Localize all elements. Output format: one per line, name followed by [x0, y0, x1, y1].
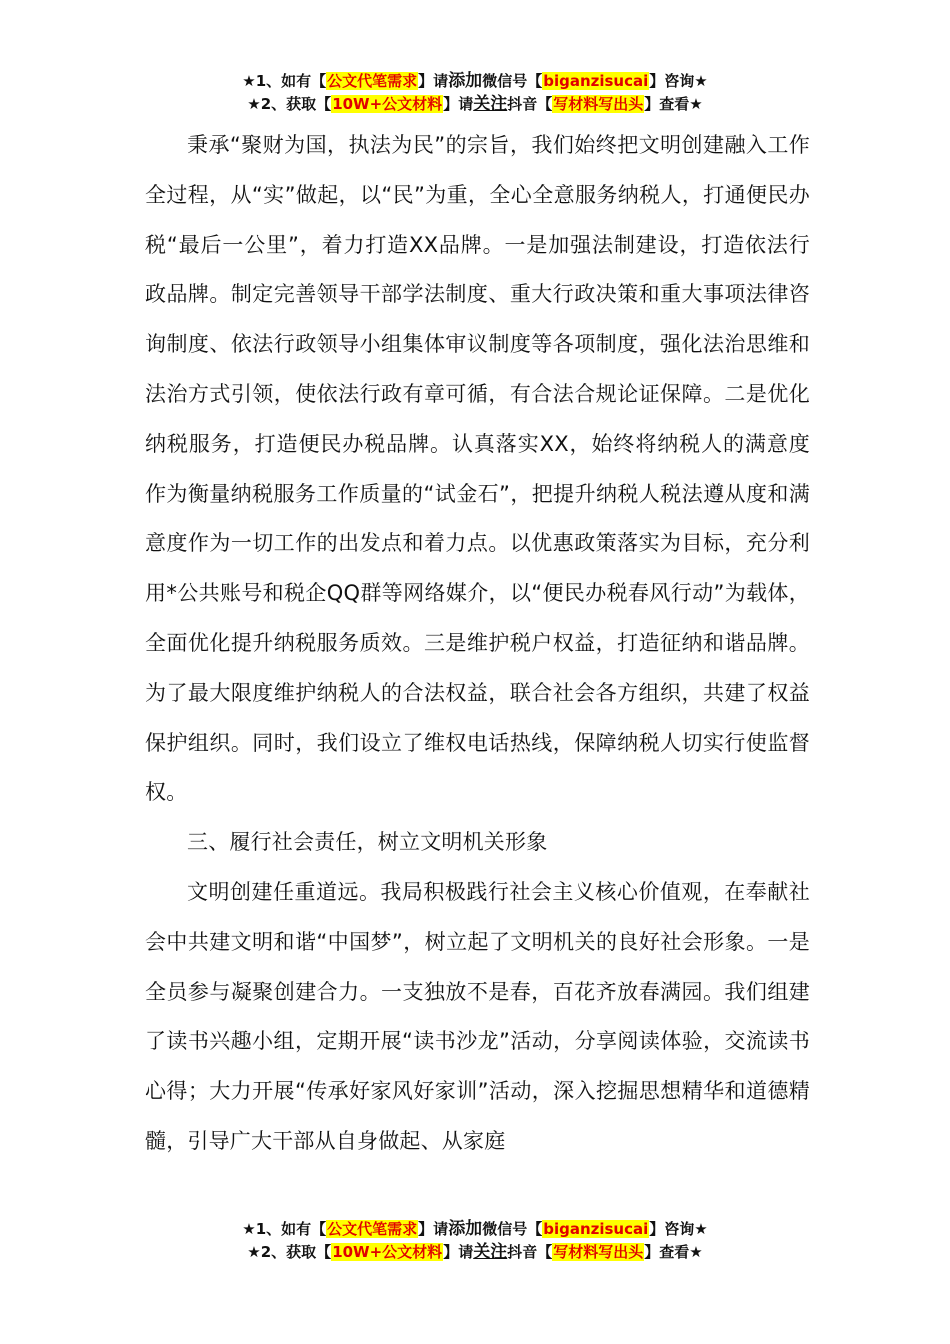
document-body	[145, 121, 810, 1167]
promo-line-1	[0, 1218, 950, 1241]
body-paragraph: 文明创建任重道远。我局积极践行社会主义核心价值观，在奉献社会中共建文明和谐“中国梦”，树立起了文明机关的良好社会形象。一是全员参与凝聚创建合力。一支独放不是春，百花齐放春满园。我们组建了读书兴趣小组，定期开展“读书沙龙”活动，分享阅读体验，交流读书心得；大力开展“传承好家风好家训”活动，深入挖掘思想精华和道德精髓，引导广大干部从自身做起、从家庭	[145, 879, 810, 1153]
promo-emphasis: 关注	[473, 1242, 508, 1262]
promo-wechat-id: biganzisucai	[543, 1220, 649, 1238]
promo-text: 微信号【	[482, 1220, 543, 1238]
promo-prefix: ★1、如有【	[242, 1220, 327, 1238]
promo-text: 】请	[443, 1243, 474, 1261]
promo-prefix: ★2、获取【	[247, 95, 332, 113]
promo-highlight: 10W+公文材料	[332, 1243, 443, 1261]
promo-highlight: 公文代笔需求	[327, 1220, 418, 1238]
promo-suffix: 】咨询★	[649, 72, 708, 90]
promo-text: 抖音【	[507, 95, 553, 113]
promo-douyin-id: 写材料写出头	[553, 1243, 644, 1261]
promo-suffix: 】查看★	[644, 1243, 703, 1261]
promo-highlight: 公文代笔需求	[327, 72, 418, 90]
promo-line-2	[0, 1241, 950, 1264]
body-paragraph: 秉承“聚财为国，执法为民”的宗旨，我们始终把文明创建融入工作全过程，从“实”做起，以“民”为重，全心全意服务纳税人，打通便民办税“最后一公里”，着力打造XX品牌。一是加强法制建设，打造依法行政品牌。制定完善领导干部学法制度、重大行政决策和重大事项法律咨询制度、依法行政领导小组集体审议制度等各项制度，强化法治思维和法治方式引领，使依法行政有章可循，有合法合规论证保障。二是优化纳税服务，打造便民办税品牌。认真落实XX，始终将纳税人的满意度作为衡量纳税服务工作质量的“试金石”，把提升纳税人税法遵从度和满意度作为一切工作的出发点和着力点。以优惠政策落实为目标，充分利用*公共账号和税企QQ群等网络媒介，以“便民办税春风行动”为载体，全面优化提升纳税服务质效。三是维护税户权益，打造征纳和谐品牌。为了最大限度维护纳税人的合法权益，联合社会各方组织，共建了权益保护组织。同时，我们设立了维权电话热线，保障纳税人切实行使监督权。	[145, 133, 810, 805]
promo-text: 】请	[418, 1220, 449, 1238]
promo-douyin-id: 写材料写出头	[553, 95, 644, 113]
footer-promo-banner	[0, 1218, 950, 1264]
section-heading: 三、履行社会责任，树立文明机关形象	[187, 830, 548, 855]
header-promo-banner	[0, 70, 950, 116]
promo-emphasis: 添加	[448, 71, 483, 91]
promo-text: 】请	[418, 72, 449, 90]
promo-suffix: 】咨询★	[649, 1220, 708, 1238]
promo-suffix: 】查看★	[644, 95, 703, 113]
promo-text: 】请	[443, 95, 474, 113]
promo-emphasis: 关注	[473, 94, 508, 114]
promo-line-2	[0, 93, 950, 116]
promo-text: 抖音【	[507, 1243, 553, 1261]
promo-highlight: 10W+公文材料	[332, 95, 443, 113]
promo-wechat-id: biganzisucai	[543, 72, 649, 90]
promo-prefix: ★2、获取【	[247, 1243, 332, 1261]
promo-line-1	[0, 70, 950, 93]
promo-emphasis: 添加	[448, 1219, 483, 1239]
promo-text: 微信号【	[482, 72, 543, 90]
promo-prefix: ★1、如有【	[242, 72, 327, 90]
